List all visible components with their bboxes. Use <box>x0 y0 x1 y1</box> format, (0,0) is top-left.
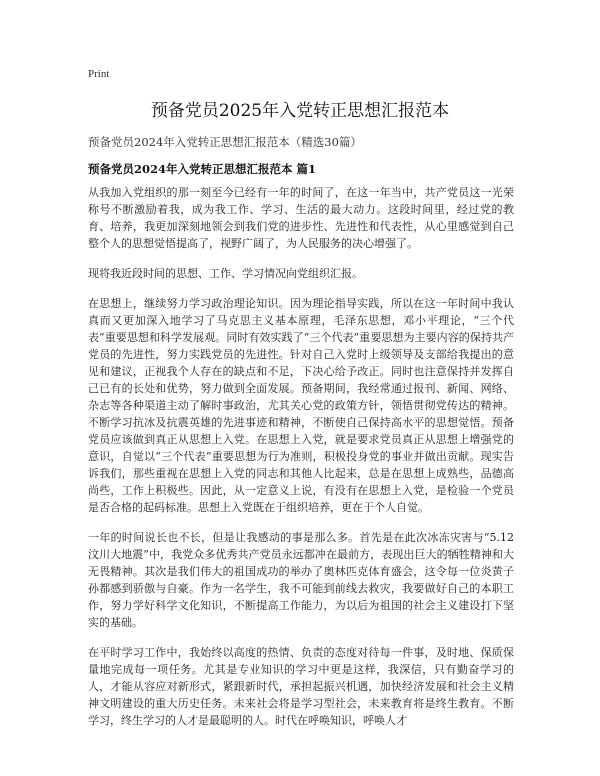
section-heading: 预备党员2024年入党转正思想汇报范本 篇1 <box>88 162 317 176</box>
page-title: 预备党员2025年入党转正思想汇报范本 <box>150 101 450 121</box>
paragraph-5: 在平时学习工作中，我始终以高度的热情、负责的态度对待每一件事，及时地、保质保量地完成每一项任务。尤其是专业知识的学习中更是这样，我深信，只有勤奋学习的人，才能从容应对新形式，紧跟新时代，承担起振兴机遇，加快经济发展和社会主义精神文明建设的重大历史任务。未来社会将是学习型社会，未来教育将是终生教育。不断学习，终生学习的人才是最聪明的人。时代在呼唤知识，呼唤人才 <box>88 646 514 727</box>
document-body <box>88 184 514 742</box>
paragraph-2: 现将我近段时间的思想、工作、学习情况向党组织汇报。 <box>88 267 363 280</box>
paragraph-3: 在思想上，继续努力学习政治理论知识。因为理论指导实践，所以在这一年时间中我认真而又更加深入地学习了马克思主义基本原理，毛泽东思想，邓小平理论，“三个代表”重要思想和科学发展观。同时有效实践了“三个代表”重要思想为主要内容的保持共产党员的先进性，努力实践党员的先进性。针对自己入党时上级领导及支部给我提出的意见和建议，正视我个人存在的缺点和不足，下决心给予改正。同时也注意保持并发挥自己已有的长处和优势，努力做到全面发展。预备期间，我经常通过报刊、新闻、网络、杂志等各种渠道主动了解时事政治，尤其关心党的政策方针，领悟贯彻党传达的精神。不断学习抗冰及抗震英雄的先进事迹和精神，不断使自己保持高水平的思想觉悟。预备党员应该做到真正从思想上入党。在思想上入党，就是要求党员真正从思想上增强党的意识，自觉以“三个代表”重要思想为行为准则，积极投身党的事业并做出贡献。现实告诉我们，那些重视在思想上入党的同志和其他人比起来，总是在思想上成熟些，品德高尚些，工作上积极些。因此，从一定意义上说，有没有在思想上入党，是检验一个党员是否合格的起码标准。思想上入党既在于组织培养，更在于个人自觉。 <box>88 297 514 514</box>
print-link[interactable]: Print <box>88 68 110 80</box>
document-subtitle: 预备党员2024年入党转正思想汇报范本（精选30篇） <box>88 135 362 149</box>
paragraph-4: 一年的时间说长也不长，但是让我感动的事是那么多。首先是在此次冰冻灾害与“5.12汶川大地震”中，我党众多优秀共产党员永远都冲在最前方，表现出巨大的牺牲精神和大无畏精神。其次是我们伟大的祖国成功的举办了奥林匹克体育盛会，这令每一位炎黄子孙都感到骄傲与自豪。作为一名学生，我不可能到前线去救灾，我要做好自己的本职工作，努力学好科学文化知识，不断提高工作能力，为以后为祖国的社会主义建设打下坚实的基础。 <box>88 531 514 629</box>
paragraph-1: 从我加入党组织的那一刻至今已经有一年的时间了，在这一年当中，共产党员这一光荣称号不断激励着我，成为我工作、学习、生活的最大动力。这段时间里，经过党的教育、培养，我更加深刻地领会到我们党的进步性、先进性和代表性，从心里感觉到自己整个人的思想觉悟提高了，视野广阔了，为人民服务的决心增强了。 <box>88 186 514 250</box>
